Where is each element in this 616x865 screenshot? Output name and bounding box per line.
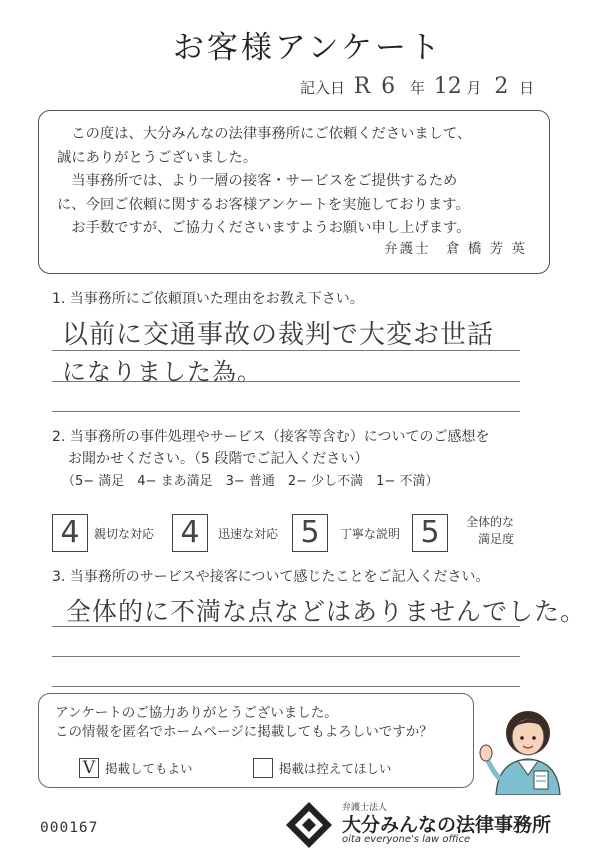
firm-logo-icon xyxy=(284,800,334,850)
rating-label-kindness: 親切な対応 xyxy=(94,527,155,541)
date-month: 12 xyxy=(433,74,462,99)
intro-line-3: 当事務所では、より一層の接客・サービスをご提供するため xyxy=(71,173,458,189)
checkbox-publish-ok[interactable]: V xyxy=(79,758,99,778)
question-1-answer-line-2: になりました為。 xyxy=(62,358,262,386)
page-title: お客様アンケート xyxy=(172,30,444,66)
date-day: 2 xyxy=(494,74,509,99)
date-era: R xyxy=(353,74,371,99)
publish-question: この情報を匿名でホームページに掲載してもよろしいですか？ xyxy=(55,724,433,740)
option-publish-ok-label: 掲載してもよい xyxy=(105,760,193,776)
staff-illustration-icon xyxy=(478,695,578,795)
intro-line-2: 誠にありがとうございました。 xyxy=(57,149,258,166)
date-month-unit: 月 xyxy=(466,79,482,97)
checkbox-publish-no[interactable] xyxy=(253,758,273,778)
date-label: 記入日 xyxy=(300,79,346,97)
option-publish-no[interactable] xyxy=(253,758,392,778)
option-publish-ok[interactable] xyxy=(79,758,193,778)
publish-thanks: アンケートのご協力ありがとうございました。 xyxy=(55,705,338,721)
question-2-label-line-1: 2. 当事務所の事件処理やサービス（接客等含む）についてのご感想を xyxy=(52,429,490,445)
firm-name: 大分みんなの法律事務所 xyxy=(342,814,552,836)
date-year: 6 xyxy=(381,74,396,99)
answer-rule xyxy=(52,411,520,412)
answer-rule xyxy=(52,381,520,382)
rating-label-explanation: 丁寧な説明 xyxy=(340,527,401,541)
survey-serial-number: 000167 xyxy=(40,820,99,836)
intro-message-box xyxy=(38,110,550,274)
entry-date xyxy=(300,74,534,99)
intro-line-1: この度は、大分みんなの法律事務所にご依頼くださいまして、 xyxy=(71,126,472,142)
question-1-answer-line-1: 以前に交通事故の裁判で大変お世話 xyxy=(62,320,495,350)
publish-consent-box xyxy=(38,693,474,788)
rating-box-overall: 5 xyxy=(412,514,448,552)
firm-english-name: oita everyone's law office xyxy=(342,834,471,845)
question-2-label-line-2: お聞かせください。（5 段階でご記入ください） xyxy=(68,451,369,467)
rating-label-overall-line-2: 満足度 xyxy=(478,532,515,546)
answer-rule xyxy=(52,626,520,627)
rating-box-explanation: 5 xyxy=(292,514,328,552)
date-day-unit: 日 xyxy=(519,79,535,97)
intro-line-5: お手数ですが、ご協力くださいますようお願い申し上げます。 xyxy=(71,220,471,236)
answer-rule xyxy=(52,656,520,657)
question-3-answer: 全体的に不満な点などはありませんでした。 xyxy=(66,597,587,626)
question-3-label: 3. 当事務所のサービスや接客について感じたことをご記入ください。 xyxy=(52,569,490,585)
firm-type: 弁護士法人 xyxy=(342,803,388,813)
rating-box-speed: 4 xyxy=(172,514,208,552)
intro-line-4: に、今回ご依頼に関するお客様アンケートを実施しております。 xyxy=(57,196,470,213)
rating-label-overall-line-1: 全体的な xyxy=(466,515,515,529)
rating-label-speed: 迅速な対応 xyxy=(218,527,279,541)
rating-scale: （5− 満足 4− まあ満足 3− 普通 2− 少し不満 1− 不満） xyxy=(62,474,439,489)
lawyer-signature: 弁護士 倉 橋 芳 英 xyxy=(384,240,527,257)
question-1-label: 1. 当事務所にご依頼頂いた理由をお教え下さい。 xyxy=(52,291,364,307)
option-publish-no-label: 掲載は控えてほしい xyxy=(278,760,392,776)
answer-rule xyxy=(52,686,520,687)
rating-box-kindness: 4 xyxy=(52,514,88,552)
answer-rule xyxy=(52,350,520,351)
date-year-unit: 年 xyxy=(409,79,425,97)
